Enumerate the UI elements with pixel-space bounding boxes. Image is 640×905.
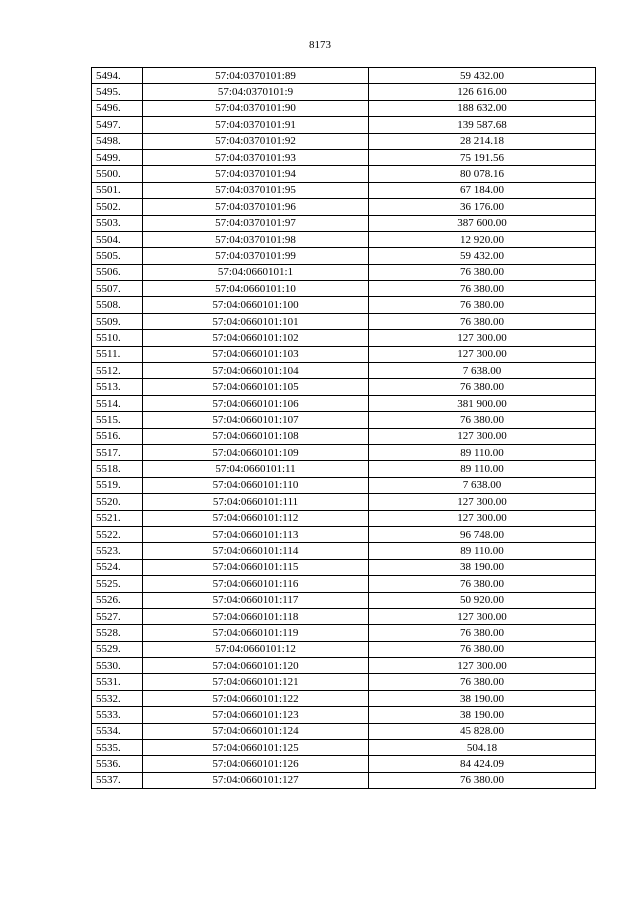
cadastral-number-cell: 57:04:0370101:97	[143, 215, 369, 231]
cadastral-value-cell: 38 190.00	[369, 707, 596, 723]
cadastral-value-cell: 76 380.00	[369, 412, 596, 428]
cadastral-number-cell: 57:04:0660101:108	[143, 428, 369, 444]
cadastral-number-cell: 57:04:0660101:125	[143, 740, 369, 756]
cadastral-value-cell: 38 190.00	[369, 559, 596, 575]
cadastral-number-cell: 57:04:0370101:94	[143, 166, 369, 182]
row-number-cell: 5527.	[92, 608, 143, 624]
cadastral-number-cell: 57:04:0660101:122	[143, 690, 369, 706]
cadastral-value-cell: 50 920.00	[369, 592, 596, 608]
cadastral-number-cell: 57:04:0660101:114	[143, 543, 369, 559]
cadastral-value-cell: 504.18	[369, 740, 596, 756]
row-number-cell: 5515.	[92, 412, 143, 428]
cadastral-number-cell: 57:04:0660101:110	[143, 477, 369, 493]
cadastral-value-cell: 89 110.00	[369, 444, 596, 460]
cadastral-number-cell: 57:04:0370101:90	[143, 100, 369, 116]
cadastral-number-cell: 57:04:0370101:95	[143, 182, 369, 198]
row-number-cell: 5506.	[92, 264, 143, 280]
cadastral-number-cell: 57:04:0660101:124	[143, 723, 369, 739]
table-row	[92, 526, 596, 542]
table-row	[92, 379, 596, 395]
cadastral-number-cell: 57:04:0660101:100	[143, 297, 369, 313]
row-number-cell: 5508.	[92, 297, 143, 313]
cadastral-value-cell: 127 300.00	[369, 608, 596, 624]
cadastral-value-cell: 96 748.00	[369, 526, 596, 542]
cadastral-number-cell: 57:04:0660101:103	[143, 346, 369, 362]
table-row	[92, 346, 596, 362]
row-number-cell: 5517.	[92, 444, 143, 460]
cadastral-value-cell: 89 110.00	[369, 543, 596, 559]
cadastral-value-cell: 59 432.00	[369, 248, 596, 264]
cadastral-value-cell: 126 616.00	[369, 84, 596, 100]
row-number-cell: 5522.	[92, 526, 143, 542]
table-row	[92, 559, 596, 575]
cadastral-number-cell: 57:04:0660101:117	[143, 592, 369, 608]
table-row	[92, 68, 596, 84]
cadastral-value-cell: 36 176.00	[369, 199, 596, 215]
row-number-cell: 5503.	[92, 215, 143, 231]
row-number-cell: 5500.	[92, 166, 143, 182]
cadastral-value-cell: 89 110.00	[369, 461, 596, 477]
cadastral-number-cell: 57:04:0660101:101	[143, 313, 369, 329]
cadastral-number-cell: 57:04:0660101:120	[143, 658, 369, 674]
cadastral-value-cell: 76 380.00	[369, 772, 596, 788]
table-row	[92, 166, 596, 182]
cadastral-value-cell: 84 424.09	[369, 756, 596, 772]
cadastral-value-cell: 75 191.56	[369, 149, 596, 165]
row-number-cell: 5496.	[92, 100, 143, 116]
cadastral-number-cell: 57:04:0660101:102	[143, 330, 369, 346]
cadastral-number-cell: 57:04:0370101:89	[143, 68, 369, 84]
table-row	[92, 182, 596, 198]
table-row	[92, 625, 596, 641]
cadastral-value-cell: 188 632.00	[369, 100, 596, 116]
cadastral-value-cell: 12 920.00	[369, 231, 596, 247]
row-number-cell: 5525.	[92, 576, 143, 592]
row-number-cell: 5530.	[92, 658, 143, 674]
row-number-cell: 5536.	[92, 756, 143, 772]
table-row	[92, 444, 596, 460]
cadastral-value-cell: 127 300.00	[369, 510, 596, 526]
row-number-cell: 5533.	[92, 707, 143, 723]
table-row	[92, 592, 596, 608]
cadastral-value-cell: 76 380.00	[369, 297, 596, 313]
cadastral-number-cell: 57:04:0660101:111	[143, 494, 369, 510]
table-row	[92, 330, 596, 346]
row-number-cell: 5495.	[92, 84, 143, 100]
row-number-cell: 5521.	[92, 510, 143, 526]
table-row	[92, 461, 596, 477]
cadastral-value-cell: 76 380.00	[369, 576, 596, 592]
row-number-cell: 5510.	[92, 330, 143, 346]
page-number: 8173	[309, 39, 331, 51]
table-body	[92, 68, 596, 789]
table-row	[92, 674, 596, 690]
row-number-cell: 5526.	[92, 592, 143, 608]
table-row	[92, 248, 596, 264]
cadastral-number-cell: 57:04:0660101:116	[143, 576, 369, 592]
cadastral-number-cell: 57:04:0660101:123	[143, 707, 369, 723]
table-row	[92, 84, 596, 100]
table-row	[92, 576, 596, 592]
cadastral-value-cell: 381 900.00	[369, 395, 596, 411]
table-row	[92, 100, 596, 116]
cadastral-value-cell: 38 190.00	[369, 690, 596, 706]
cadastral-value-cell: 67 184.00	[369, 182, 596, 198]
cadastral-number-cell: 57:04:0660101:12	[143, 641, 369, 657]
cadastral-value-cell: 7 638.00	[369, 477, 596, 493]
cadastral-value-cell: 76 380.00	[369, 264, 596, 280]
cadastral-number-cell: 57:04:0370101:92	[143, 133, 369, 149]
row-number-cell: 5499.	[92, 149, 143, 165]
cadastral-value-cell: 76 380.00	[369, 313, 596, 329]
cadastral-value-cell: 127 300.00	[369, 494, 596, 510]
row-number-cell: 5518.	[92, 461, 143, 477]
table-row	[92, 281, 596, 297]
table-row	[92, 428, 596, 444]
cadastral-number-cell: 57:04:0370101:96	[143, 199, 369, 215]
row-number-cell: 5519.	[92, 477, 143, 493]
table-row	[92, 510, 596, 526]
cadastral-value-cell: 76 380.00	[369, 674, 596, 690]
table-row	[92, 313, 596, 329]
cadastral-value-cell: 139 587.68	[369, 117, 596, 133]
cadastral-number-cell: 57:04:0660101:121	[143, 674, 369, 690]
row-number-cell: 5509.	[92, 313, 143, 329]
table-row	[92, 395, 596, 411]
table-row	[92, 199, 596, 215]
row-number-cell: 5537.	[92, 772, 143, 788]
row-number-cell: 5524.	[92, 559, 143, 575]
cadastral-number-cell: 57:04:0660101:10	[143, 281, 369, 297]
table-row	[92, 215, 596, 231]
table-row	[92, 543, 596, 559]
cadastral-value-cell: 127 300.00	[369, 658, 596, 674]
cadastral-number-cell: 57:04:0370101:9	[143, 84, 369, 100]
row-number-cell: 5534.	[92, 723, 143, 739]
row-number-cell: 5501.	[92, 182, 143, 198]
row-number-cell: 5502.	[92, 199, 143, 215]
table-row	[92, 477, 596, 493]
table-row	[92, 412, 596, 428]
cadastral-value-cell: 127 300.00	[369, 346, 596, 362]
cadastral-value-cell: 127 300.00	[369, 330, 596, 346]
cadastral-number-cell: 57:04:0370101:93	[143, 149, 369, 165]
cadastral-value-cell: 76 380.00	[369, 641, 596, 657]
cadastral-number-cell: 57:04:0370101:99	[143, 248, 369, 264]
cadastral-number-cell: 57:04:0660101:127	[143, 772, 369, 788]
row-number-cell: 5504.	[92, 231, 143, 247]
cadastral-number-cell: 57:04:0660101:109	[143, 444, 369, 460]
row-number-cell: 5531.	[92, 674, 143, 690]
cadastral-value-cell: 28 214.18	[369, 133, 596, 149]
row-number-cell: 5497.	[92, 117, 143, 133]
table-row	[92, 690, 596, 706]
table-row	[92, 133, 596, 149]
cadastral-value-table	[91, 67, 596, 789]
cadastral-number-cell: 57:04:0660101:115	[143, 559, 369, 575]
table-row	[92, 297, 596, 313]
table-row	[92, 740, 596, 756]
row-number-cell: 5514.	[92, 395, 143, 411]
cadastral-value-cell: 76 380.00	[369, 281, 596, 297]
table-row	[92, 608, 596, 624]
row-number-cell: 5505.	[92, 248, 143, 264]
row-number-cell: 5529.	[92, 641, 143, 657]
table-row	[92, 772, 596, 788]
cadastral-value-cell: 45 828.00	[369, 723, 596, 739]
row-number-cell: 5498.	[92, 133, 143, 149]
table-row	[92, 264, 596, 280]
cadastral-number-cell: 57:04:0660101:119	[143, 625, 369, 641]
row-number-cell: 5520.	[92, 494, 143, 510]
row-number-cell: 5511.	[92, 346, 143, 362]
cadastral-number-cell: 57:04:0660101:105	[143, 379, 369, 395]
cadastral-number-cell: 57:04:0370101:98	[143, 231, 369, 247]
cadastral-value-cell: 59 432.00	[369, 68, 596, 84]
table-row	[92, 494, 596, 510]
cadastral-number-cell: 57:04:0660101:112	[143, 510, 369, 526]
table-row	[92, 231, 596, 247]
table-row	[92, 756, 596, 772]
cadastral-number-cell: 57:04:0660101:118	[143, 608, 369, 624]
row-number-cell: 5535.	[92, 740, 143, 756]
cadastral-number-cell: 57:04:0660101:106	[143, 395, 369, 411]
row-number-cell: 5512.	[92, 363, 143, 379]
table-row	[92, 363, 596, 379]
row-number-cell: 5494.	[92, 68, 143, 84]
cadastral-value-cell: 80 078.16	[369, 166, 596, 182]
row-number-cell: 5507.	[92, 281, 143, 297]
table-row	[92, 658, 596, 674]
cadastral-number-cell: 57:04:0660101:107	[143, 412, 369, 428]
table-row	[92, 149, 596, 165]
row-number-cell: 5523.	[92, 543, 143, 559]
cadastral-number-cell: 57:04:0660101:11	[143, 461, 369, 477]
cadastral-number-cell: 57:04:0660101:1	[143, 264, 369, 280]
row-number-cell: 5528.	[92, 625, 143, 641]
cadastral-number-cell: 57:04:0660101:113	[143, 526, 369, 542]
cadastral-number-cell: 57:04:0660101:126	[143, 756, 369, 772]
cadastral-number-cell: 57:04:0370101:91	[143, 117, 369, 133]
table-row	[92, 723, 596, 739]
cadastral-value-cell: 76 380.00	[369, 625, 596, 641]
cadastral-number-cell: 57:04:0660101:104	[143, 363, 369, 379]
cadastral-value-cell: 127 300.00	[369, 428, 596, 444]
row-number-cell: 5513.	[92, 379, 143, 395]
cadastral-value-cell: 7 638.00	[369, 363, 596, 379]
table-row	[92, 641, 596, 657]
row-number-cell: 5532.	[92, 690, 143, 706]
table-row	[92, 117, 596, 133]
cadastral-value-cell: 76 380.00	[369, 379, 596, 395]
cadastral-value-cell: 387 600.00	[369, 215, 596, 231]
row-number-cell: 5516.	[92, 428, 143, 444]
table-row	[92, 707, 596, 723]
